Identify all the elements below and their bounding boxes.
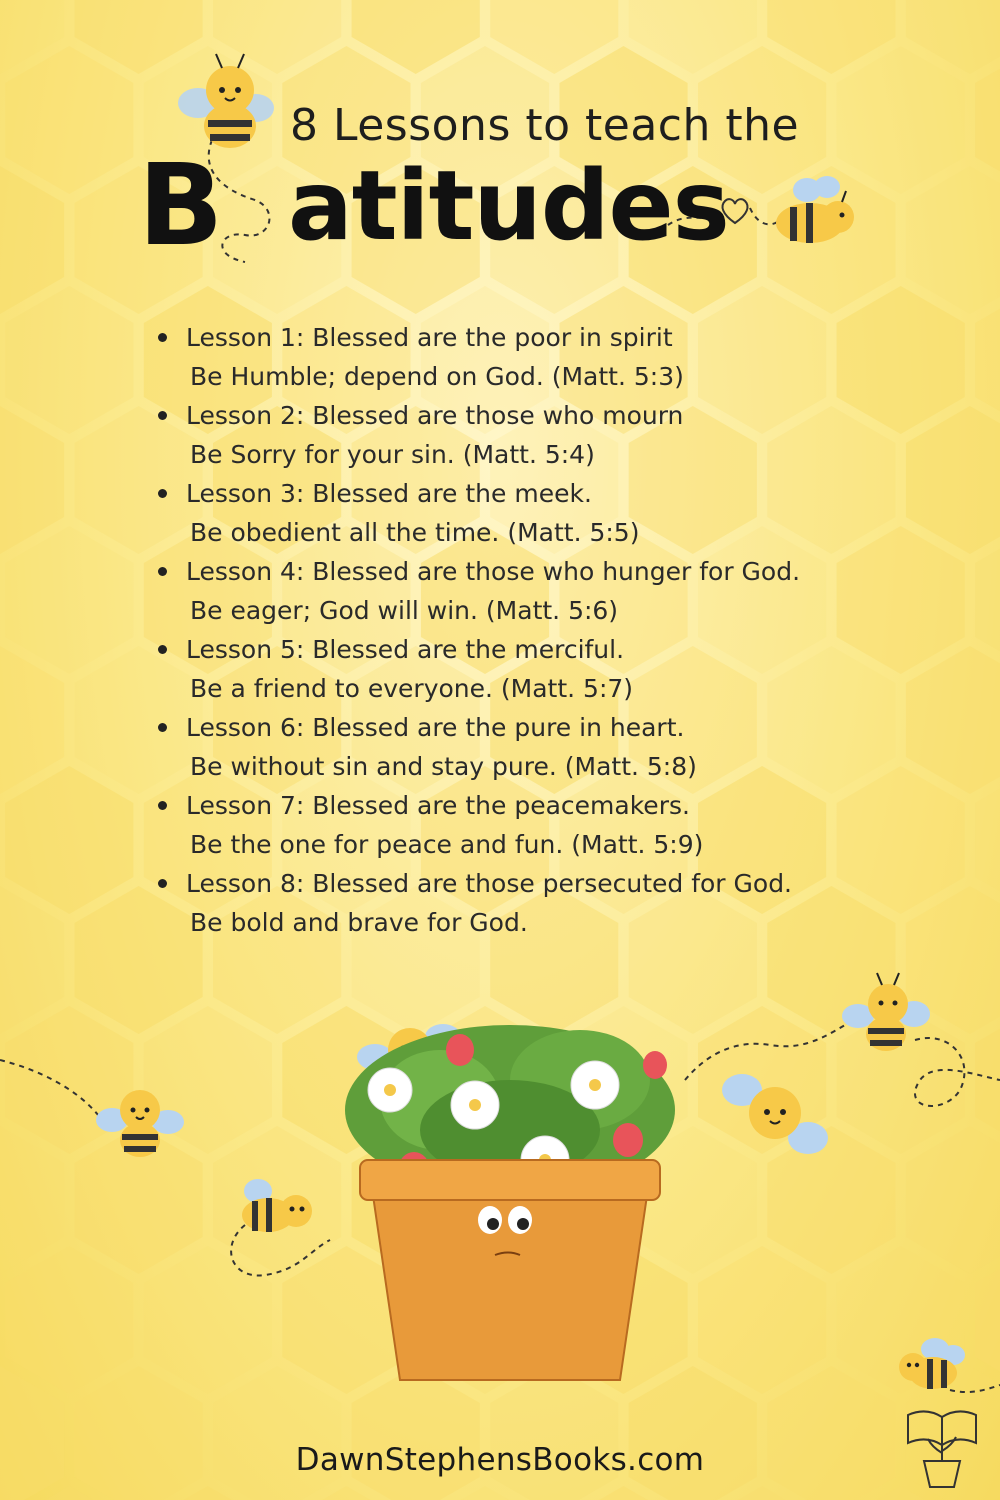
lesson-title: Lesson 1: Blessed are the poor in spirit <box>186 323 673 352</box>
bullet <box>158 879 167 888</box>
lesson-detail: Be Humble; depend on God. (Matt. 5:3) <box>190 362 684 391</box>
lesson-detail: Be obedient all the time. (Matt. 5:5) <box>190 518 640 547</box>
lesson-detail: Be eager; God will win. (Matt. 5:6) <box>190 596 619 625</box>
lesson-detail: Be the one for peace and fun. (Matt. 5:9) <box>190 830 704 859</box>
lesson-title: Lesson 3: Blessed are the meek. <box>186 479 592 508</box>
lesson-item <box>158 864 898 942</box>
lesson-title: Lesson 7: Blessed are the peacemakers. <box>186 791 690 820</box>
bullet <box>158 567 167 576</box>
lesson-title: Lesson 5: Blessed are the merciful. <box>186 635 625 664</box>
lesson-detail: Be Sorry for your sin. (Matt. 5:4) <box>190 440 595 469</box>
lesson-detail: Be without sin and stay pure. (Matt. 5:8) <box>190 752 697 781</box>
heart-icon <box>718 196 752 226</box>
lesson-item <box>158 318 898 396</box>
bee-icon <box>842 968 932 1058</box>
bee-icon <box>772 175 862 250</box>
bee-icon <box>178 48 278 153</box>
bee-icon <box>895 1335 967 1393</box>
bee-icon <box>238 1175 318 1240</box>
lesson-title: Lesson 8: Blessed are those persecuted for God. <box>186 869 793 898</box>
lesson-detail: Be a friend to everyone. (Matt. 5:7) <box>190 674 634 703</box>
lesson-detail: Be bold and brave for God. <box>190 908 528 937</box>
lesson-item <box>158 708 898 786</box>
title-first-letter: B <box>138 141 224 271</box>
lesson-list <box>158 318 898 942</box>
bullet <box>158 333 167 342</box>
page-title: atitudes <box>288 150 729 262</box>
bullet <box>158 723 167 732</box>
website-link[interactable]: DawnStephensBooks.com <box>295 1442 705 1478</box>
lesson-title: Lesson 2: Blessed are those who mourn <box>186 401 684 430</box>
lesson-title: Lesson 4: Blessed are those who hunger for God. <box>186 557 801 586</box>
lesson-item <box>158 786 898 864</box>
bullet <box>158 801 167 810</box>
lesson-item <box>158 552 898 630</box>
bullet <box>158 645 167 654</box>
subtitle: 8 Lessons to teach the <box>290 100 800 151</box>
bullet <box>158 411 167 420</box>
lesson-item <box>158 396 898 474</box>
lesson-item <box>158 474 898 552</box>
bullet <box>158 489 167 498</box>
lesson-item <box>158 630 898 708</box>
lesson-title: Lesson 6: Blessed are the pure in heart. <box>186 713 685 742</box>
bee-icon <box>720 1068 830 1163</box>
flower-pot-icon <box>330 1010 690 1390</box>
bee-icon <box>96 1072 186 1162</box>
